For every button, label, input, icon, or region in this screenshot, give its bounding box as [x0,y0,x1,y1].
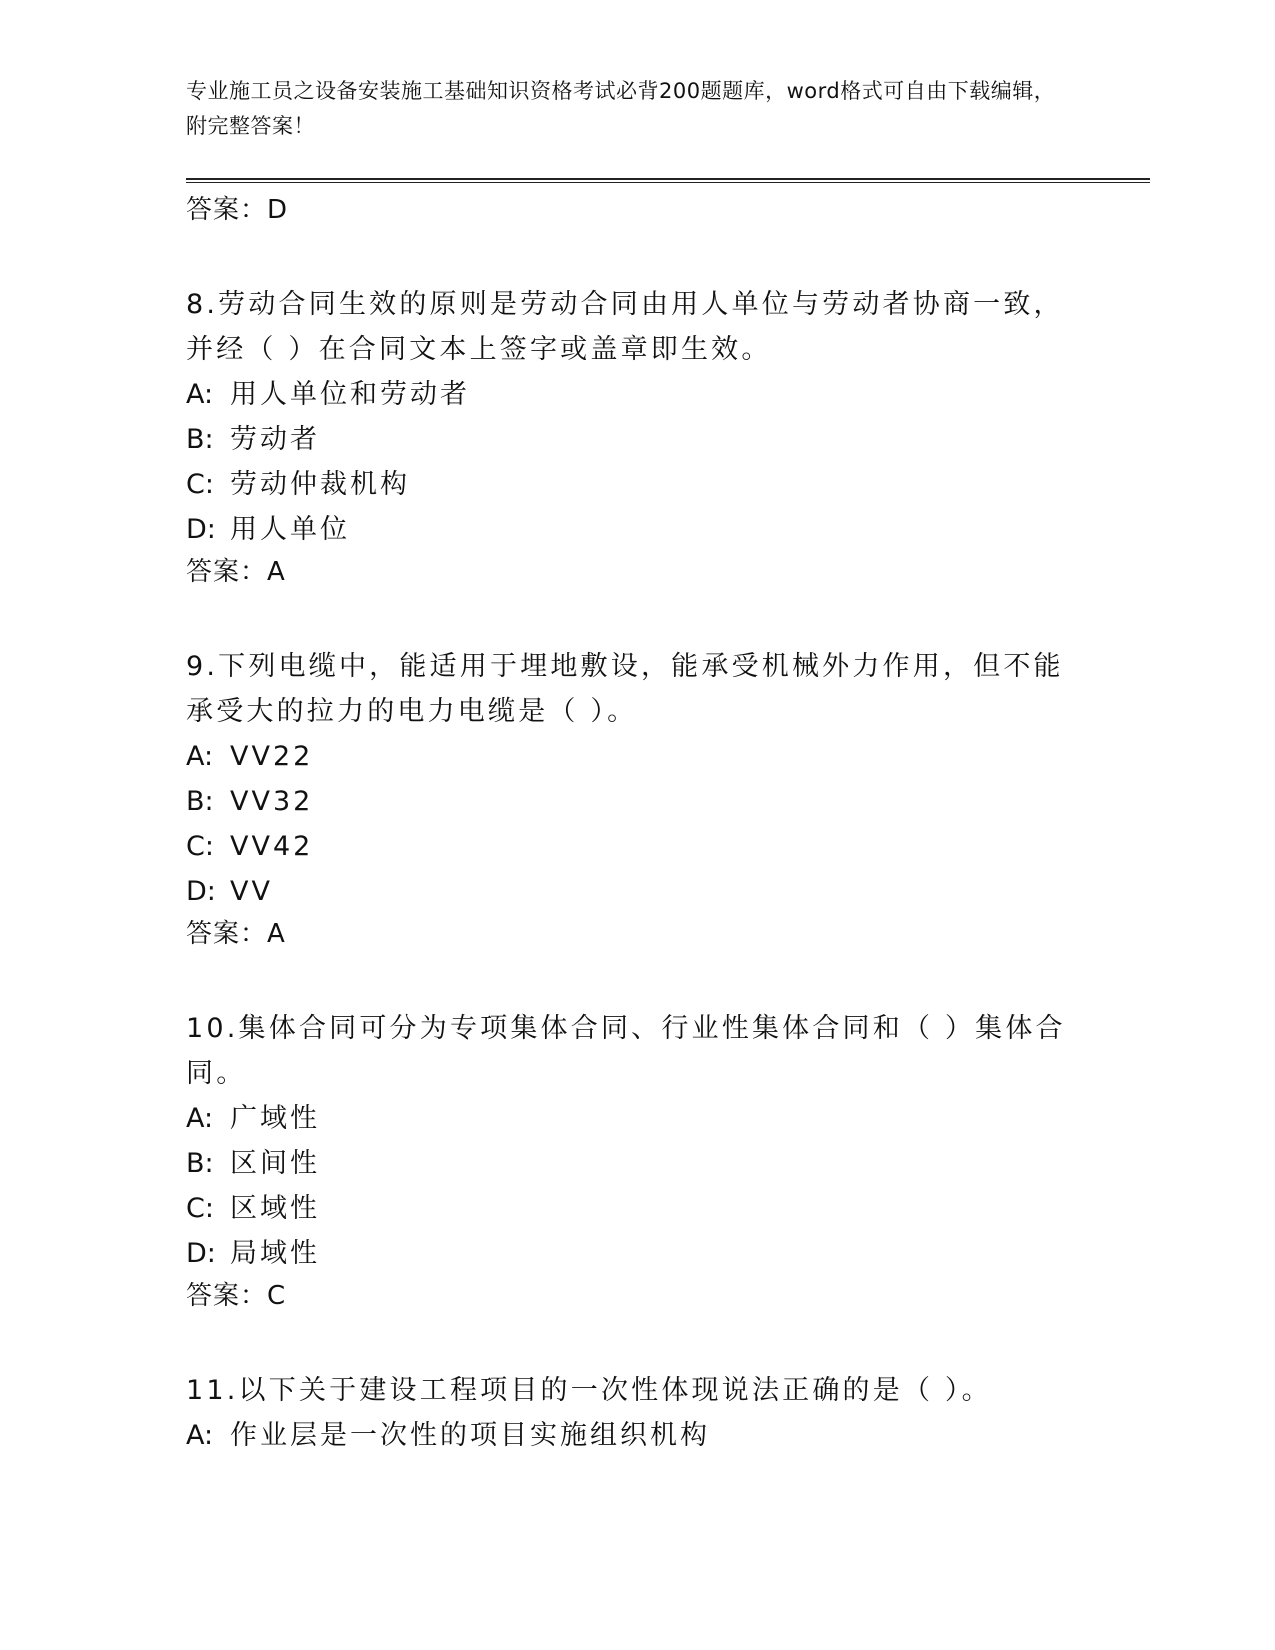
answer-value: C [267,1281,286,1311]
header-rule-thick [186,178,1150,180]
answer-value: A [267,557,285,587]
option-text: 广域性 [230,1103,320,1134]
answer-value: A [267,919,285,949]
question-text: 10.集体合同可分为专项集体合同、行业性集体合同和（ ）集体合同。 [186,1013,1066,1089]
option-b [186,1141,1086,1186]
answer-line [186,914,1086,954]
option-text: VV42 [230,831,314,862]
option-letter: A: [186,1420,214,1451]
answer-value: D [267,195,288,225]
option-letter: D: [186,1238,216,1269]
answer-label: 答案： [186,1281,268,1311]
option-letter: A: [186,379,214,410]
option-letter: C: [186,469,214,500]
option-c [186,1186,1086,1231]
option-d [186,507,1086,552]
option-c [186,462,1086,507]
answer-line [186,1276,1086,1316]
option-letter: C: [186,1193,214,1224]
header-rule-thin [186,182,1150,183]
option-letter: C: [186,831,214,862]
option-text: VV32 [230,786,314,817]
option-text: VV22 [230,741,314,772]
option-d [186,869,1086,914]
option-text: 用人单位 [230,514,350,545]
option-letter: B: [186,424,214,455]
question-8 [186,282,1086,592]
question-11 [186,1368,1086,1458]
option-text: 区间性 [230,1148,320,1179]
answer-line [186,190,1086,230]
option-text: 劳动者 [230,424,320,455]
document-header: 专业施工员之设备安装施工基础知识资格考试必背200题题库，word格式可自由下载编辑，附完整答案！ [186,79,1056,138]
answer-label: 答案： [186,919,268,949]
option-d [186,1231,1086,1276]
option-c [186,824,1086,869]
option-text: 作业层是一次性的项目实施组织机构 [230,1420,710,1451]
option-b [186,417,1086,462]
answer-label: 答案： [186,195,268,225]
option-letter: D: [186,514,216,545]
option-letter: B: [186,786,214,817]
option-letter: A: [186,741,214,772]
answer-label: 答案： [186,557,268,587]
answer-line [186,552,1086,592]
option-a [186,1413,1086,1458]
question-10 [186,1006,1086,1316]
option-a [186,372,1086,417]
option-text: VV [230,876,273,907]
option-a [186,734,1086,779]
option-text: 区域性 [230,1193,320,1224]
question-list [186,190,1086,1458]
question-9 [186,644,1086,954]
option-letter: D: [186,876,216,907]
question-text: 8.劳动合同生效的原则是劳动合同由用人单位与劳动者协商一致，并经（ ）在合同文本上签字或盖章即生效。 [186,289,1064,365]
question-text: 9.下列电缆中，能适用于埋地敷设，能承受机械外力作用，但不能承受大的拉力的电力电缆是（ ）。 [186,651,1064,727]
option-text: 用人单位和劳动者 [230,379,470,410]
question-text: 11.以下关于建设工程项目的一次性体现说法正确的是（ ）。 [186,1375,992,1406]
option-letter: B: [186,1148,214,1179]
option-letter: A: [186,1103,214,1134]
option-b [186,779,1086,824]
option-a [186,1096,1086,1141]
option-text: 局域性 [230,1238,320,1269]
option-text: 劳动仲裁机构 [230,469,410,500]
